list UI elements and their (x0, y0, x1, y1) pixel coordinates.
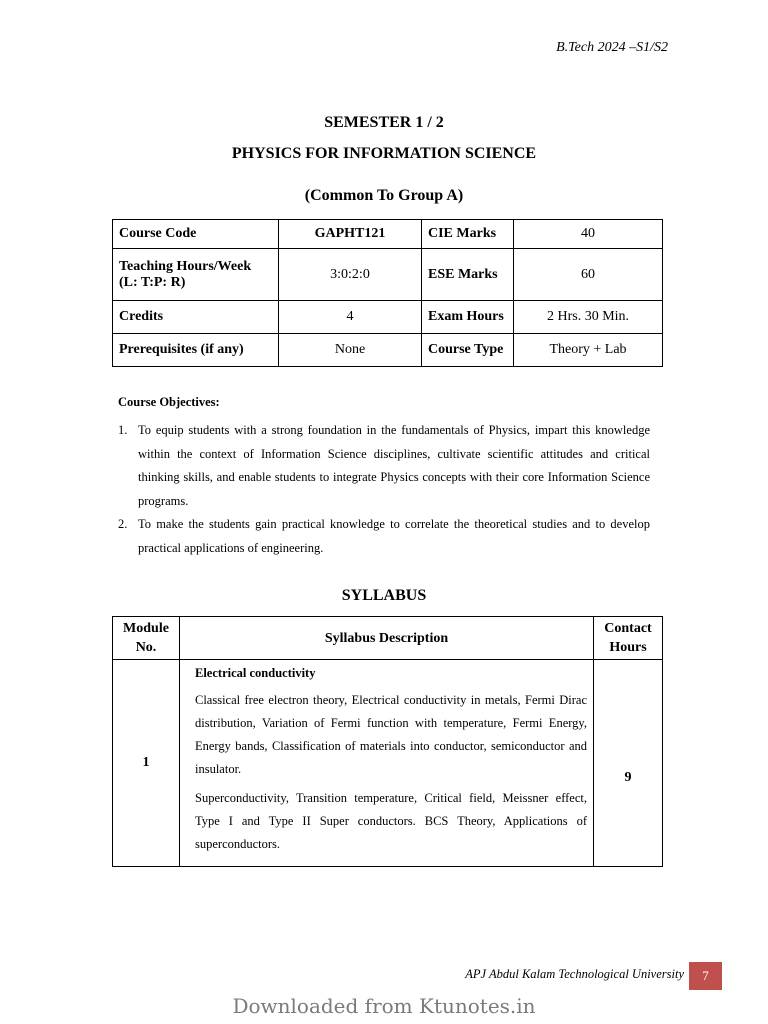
prerequisites-value: None (279, 334, 422, 367)
objective-number: 2. (118, 517, 128, 531)
syllabus-description (180, 660, 594, 867)
program-header: B.Tech 2024 –S1/S2 (556, 40, 668, 55)
semester-title: SEMESTER 1 / 2 (324, 114, 444, 131)
module-number: 1 (113, 660, 180, 867)
group-title: (Common To Group A) (304, 187, 464, 204)
teaching-hours-label: Teaching Hours/Week (L: T:P: R) (113, 249, 279, 301)
teaching-hours-value: 3:0:2:0 (279, 249, 422, 301)
course-type-value: Theory + Lab (514, 334, 663, 367)
syllabus-paragraph: Classical free electron theory, Electrical conductivity in metals, Fermi Dirac distribution, Variation of Fermi function with temperature, Fermi Energy, Energy bands, Classification of materials into conductor, semiconductor and insulator. (195, 693, 587, 776)
syllabus-heading: SYLLABUS (341, 587, 427, 604)
table-row (113, 617, 663, 660)
exam-hours-label: Exam Hours (422, 301, 514, 334)
course-objectives (118, 395, 650, 560)
credits-label: Credits (113, 301, 279, 334)
exam-hours-value: 2 Hrs. 30 Min. (514, 301, 663, 334)
university-footer: APJ Abdul Kalam Technological University (465, 967, 684, 981)
ese-marks-value: 60 (514, 249, 663, 301)
table-row (113, 220, 663, 249)
table-row (113, 301, 663, 334)
table-row (113, 249, 663, 301)
topic-title: Electrical conductivity (195, 666, 316, 680)
objective-number: 1. (118, 423, 128, 437)
page-number-badge: 7 (689, 962, 722, 990)
prerequisites-label: Prerequisites (if any) (113, 334, 279, 367)
table-row (113, 334, 663, 367)
list-item (118, 419, 650, 513)
course-type-label: Course Type (422, 334, 514, 367)
syllabus-table (112, 616, 663, 867)
objectives-title: Course Objectives: (118, 395, 220, 409)
syllabus-paragraph: Superconductivity, Transition temperature, Critical field, Meissner effect, Type I and Type II Super conductors. BCS Theory, Applications of superconductors. (195, 791, 587, 851)
course-code-label: Course Code (113, 220, 279, 249)
module-column-header: Module No. (113, 617, 180, 660)
table-row (113, 660, 663, 867)
objective-text: To equip students with a strong foundation in the fundamentals of Physics, impart this knowledge within the context of Information Science disciplines, cultivate scientific attitudes and critical thinking skills, and enable students to integrate Physics concepts with their core Information Science programs. (138, 423, 650, 508)
course-info-table (112, 219, 663, 367)
cie-marks-value: 40 (514, 220, 663, 249)
list-item (118, 513, 650, 560)
credits-value: 4 (279, 301, 422, 334)
cie-marks-label: CIE Marks (422, 220, 514, 249)
objective-text: To make the students gain practical knowledge to correlate the theoretical studies and to develop practical applications of engineering. (138, 517, 650, 555)
ese-marks-label: ESE Marks (422, 249, 514, 301)
contact-hours: 9 (594, 660, 663, 867)
description-column-header: Syllabus Description (180, 617, 594, 660)
course-title: PHYSICS FOR INFORMATION SCIENCE (231, 145, 537, 162)
hours-column-header: Contact Hours (594, 617, 663, 660)
watermark-link[interactable]: Downloaded from Ktunotes.in (232, 994, 536, 1018)
course-code-value: GAPHT121 (279, 220, 422, 249)
